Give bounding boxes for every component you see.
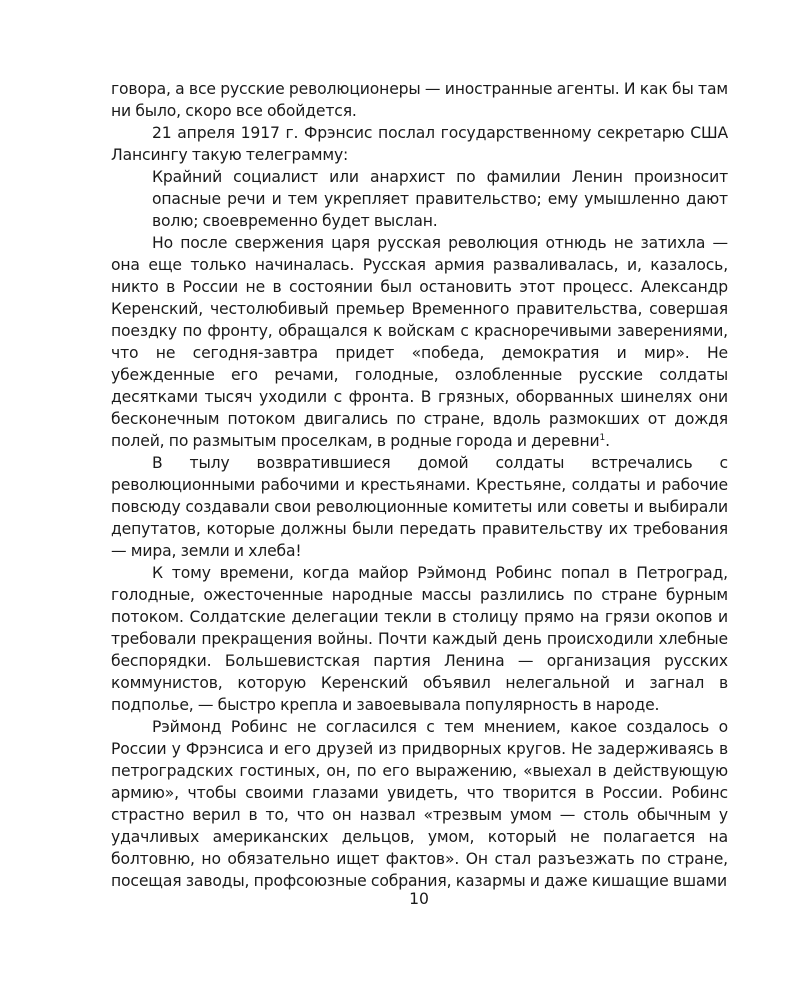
paragraph-rear: В тылу возвратившиеся домой солдаты встречались с революционными рабочими и крестьянами. Крестьяне, солдаты и рабочие повсюду создавали свои революционные комитеты или советы и выбирали депутатов, которые должны были передать правительству их требования — мира, земли и хлеба! xyxy=(111,454,728,560)
page-body xyxy=(111,78,728,892)
page-number: 10 xyxy=(409,890,429,908)
paragraph-robins-opinion: Рэймонд Робинс не согласился с тем мнением, какое создалось о России у Фрэнсиса и его друзей из придворных кругов. Не задерживаясь в петроградских гостиных, он, по его выражению, «выехал в действующую армию», чтобы своими глазами увидеть, что творится в России. Робинс страстно верил в то, что он назвал «трезвым умом — столь обычным у удачливых американских дельцов, умом, который не полагается на болтовню, но обязательно ищет фактов». Он стал разъезжать по стране, посещая заводы, профсоюзные собрания, казармы и даже кишащие вшами xyxy=(111,718,728,890)
paragraph-revolution-tail: . xyxy=(605,432,610,450)
paragraph-revolution-text: Но после свержения царя русская революция отнюдь не затихла — она еще только начиналась. Русская армия разваливалась, и, казалось, никто в России не в состоянии был остановить этот процесс. Александр Керенский, честолюбивый премьер Временного правительства, совершая поездку по фронту, обращался к войскам с красноречивыми заверениями, что не сегодня-завтра придет «победа, демократия и мир». Не убежденные его речами, голодные, озлобленные русские солдаты десятками тысяч уходили с фронта. В грязных, оборванных шинелях они бесконечным потоком двигались по стране, вдоль размокших от дождя полей, по размытым проселкам, в родные города и деревни xyxy=(111,234,728,450)
telegram-quote: Крайний социалист или анархист по фамилии Ленин произносит опасные речи и тем укрепляет правительство; ему умышленно дают волю; своевременно будет выслан. xyxy=(152,168,728,230)
paragraph-telegram-intro: 21 апреля 1917 г. Фрэнсис послал государственному секретарю США Лансингу такую телеграмму: xyxy=(111,124,728,164)
footnote-marker[interactable]: 1 xyxy=(599,432,606,443)
paragraph-robins-petrograd: К тому времени, когда майор Рэймонд Робинс попал в Петроград, голодные, ожесточенные народные массы разлились по стране бурным потоком. Солдатские делегации текли в столицу прямо на грязи окопов и требовали прекращения войны. Почти каждый день происходили хлебные беспорядки. Большевистская партия Ленина — организация русских коммунистов, которую Керенский объявил нелегальной и загнал в подполье, — быстро крепла и завоевывала популярность в народе. xyxy=(111,564,728,714)
paragraph-continuation: говора, а все русские революционеры — иностранные агенты. И как бы там ни было, скоро все обойдется. xyxy=(111,80,728,120)
paragraph-revolution xyxy=(111,232,728,452)
